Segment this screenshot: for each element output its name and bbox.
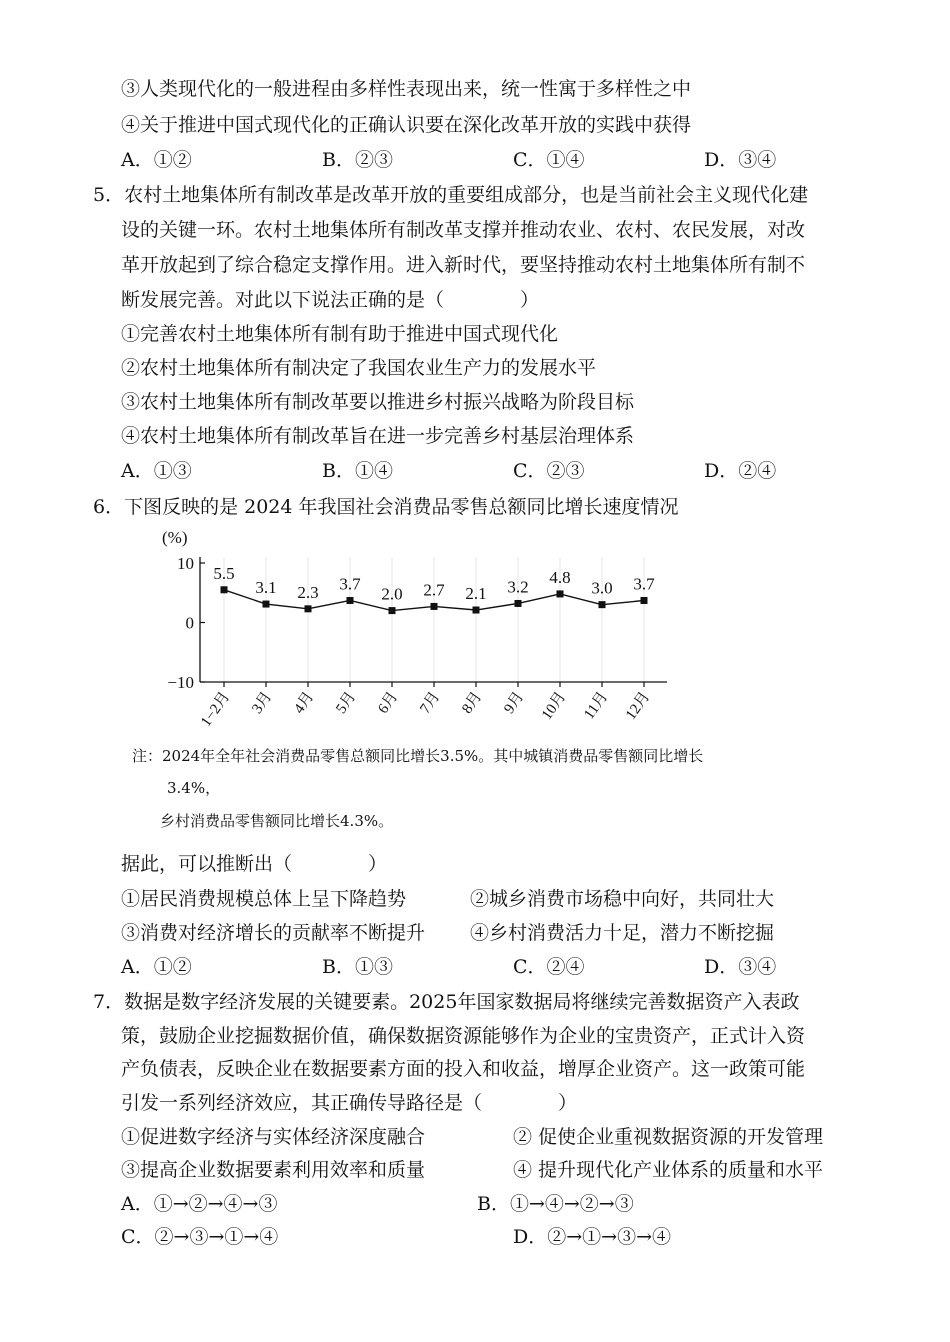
q4-option-a: A．①② [121, 149, 192, 171]
q4-option-b: B．②③ [322, 149, 393, 171]
chart-data-label: 2.0 [381, 584, 403, 604]
chart-y-tick-label: 0 [185, 613, 194, 633]
q5-option-b: B．①④ [322, 460, 393, 482]
chart-point [473, 607, 480, 614]
chart-data-label: 2.1 [465, 584, 487, 604]
chart-y-tick-label: −10 [167, 673, 194, 692]
q6-item-3: ③消费对经济增长的贡献率不断提升 [121, 922, 426, 944]
q7-stem-line-3: 产负债表，反映企业在数据要素方面的投入和收益，增厚企业资产。这一政策可能 [121, 1058, 806, 1080]
q6-item-2: ②城乡消费市场稳中向好，共同壮大 [470, 888, 775, 910]
q5-item-3: ③农村土地集体所有制改革要以推进乡村振兴战略为阶段目标 [121, 391, 635, 413]
chart-point [641, 597, 648, 604]
q7-item-3: ③提高企业数据要素利用效率和质量 [121, 1159, 426, 1181]
chart-data-label: 3.7 [339, 574, 361, 594]
chart-point [557, 590, 564, 597]
q7-item-1: ①促进数字经济与实体经济深度融合 [121, 1126, 426, 1148]
chart-point [263, 601, 270, 608]
q5-option-d: D．②④ [704, 460, 777, 482]
q5-item-1: ①完善农村土地集体所有制有助于推进中国式现代化 [121, 323, 559, 345]
chart-grid [224, 557, 644, 682]
chart-point [305, 605, 312, 612]
q7-option-c: C．②→③→①→④ [121, 1226, 279, 1248]
chart-x-tick-label: 3月 [249, 689, 276, 717]
q6-note-line-3: 乡村消费品零售额同比增长4.3%。 [160, 812, 394, 830]
chart-x-tick-label: 8月 [459, 689, 486, 717]
q6-option-c: C．②④ [513, 956, 585, 978]
q7-stem-line-2: 策，鼓励企业挖掘数据价值，确保数据资源能够作为企业的宝贵资产，正式计入资 [121, 1025, 806, 1047]
chart-x-tick-label: 10月 [538, 689, 570, 723]
retail-sales-growth-chart [140, 525, 700, 740]
chart-data-label: 3.1 [255, 578, 277, 598]
q7-option-b: B．①→④→②→③ [477, 1193, 634, 1215]
q6-note-line-1: 注：2024年全年社会消费品零售总额同比增长3.5%。其中城镇消费品零售额同比增长 [132, 747, 704, 765]
q7-stem-line-4: 引发一系列经济效应，其正确传导路径是（ ） [121, 1092, 578, 1114]
chart-x-tick-label: 6月 [375, 689, 402, 717]
q6-stem: 6．下图反映的是 2024 年我国社会消费品零售总额同比增长速度情况 [93, 496, 679, 518]
chart-point [347, 597, 354, 604]
q6-option-a: A．①② [121, 956, 192, 978]
chart-x-tick-label: 12月 [622, 689, 654, 723]
q7-item-2: ② 促使企业重视数据资源的开发管理 [513, 1126, 824, 1148]
q5-option-a: A．①③ [121, 460, 192, 482]
chart-x-tick-label: 9月 [501, 689, 528, 717]
chart-x-tick-label: 7月 [417, 689, 444, 717]
chart-data-label: 2.7 [423, 580, 445, 600]
q5-stem-line-3: 革开放起到了综合稳定支撑作用。进入新时代，要坚持推动农村土地集体所有制不 [121, 254, 806, 276]
chart-point [515, 600, 522, 607]
chart-point [221, 586, 228, 593]
chart-x-tick-label: 5月 [333, 689, 360, 717]
chart-x-ticks [197, 682, 653, 730]
chart-point [389, 607, 396, 614]
chart-x-tick-label: 11月 [581, 689, 612, 723]
q5-option-c: C．②③ [513, 460, 585, 482]
q7-item-4: ④ 提升现代化产业体系的质量和水平 [513, 1159, 824, 1181]
q4-option-d: D．③④ [704, 149, 777, 171]
q5-stem-line-2: 设的关键一环。农村土地集体所有制改革支撑并推动农业、农村、农民发展，对改 [121, 219, 806, 241]
q6-item-4: ④乡村消费活力十足，潜力不断挖掘 [470, 922, 775, 944]
q4-item-3: ③人类现代化的一般进程由多样性表现出来，统一性寓于多样性之中 [121, 78, 692, 100]
chart-data-label: 5.5 [213, 563, 235, 583]
q5-stem-line-1: 5．农村土地集体所有制改革是改革开放的重要组成部分，也是当前社会主义现代化建 [93, 184, 809, 206]
q7-option-a: A．①→②→④→③ [121, 1193, 278, 1215]
chart-data-label: 3.2 [507, 577, 529, 597]
chart-y-tick-label: 10 [177, 554, 194, 573]
chart-x-tick-label: 1−2月 [198, 689, 234, 730]
chart-data-label: 4.8 [549, 567, 571, 587]
chart-y-axis-label: (%) [162, 528, 188, 547]
q5-item-4: ④农村土地集体所有制改革旨在进一步完善乡村基层治理体系 [121, 425, 635, 447]
q4-option-c: C．①④ [513, 149, 585, 171]
q6-item-1: ①居民消费规模总体上呈下降趋势 [121, 888, 407, 910]
chart-point [431, 603, 438, 610]
q7-option-d: D．②→①→③→④ [513, 1226, 671, 1248]
q5-stem-line-4: 断发展完善。对此以下说法正确的是（ ） [121, 289, 540, 311]
chart-point [599, 601, 606, 608]
chart-data-label: 3.0 [591, 578, 613, 598]
q6-option-b: B．①③ [322, 956, 393, 978]
chart-x-tick-label: 4月 [291, 689, 318, 717]
q5-item-2: ②农村土地集体所有制决定了我国农业生产力的发展水平 [121, 357, 597, 379]
q6-prompt: 据此，可以推断出（ ） [121, 853, 388, 875]
chart-data-label: 2.3 [297, 582, 319, 602]
q7-stem-line-1: 7．数据是数字经济发展的关键要素。2025年国家数据局将继续完善数据资产入表政 [93, 991, 800, 1013]
q6-note-line-2: 3.4%， [167, 779, 221, 797]
q4-item-4: ④关于推进中国式现代化的正确认识要在深化改革开放的实践中获得 [121, 114, 692, 136]
chart-data-label: 3.7 [633, 574, 655, 594]
q6-option-d: D．③④ [704, 956, 777, 978]
